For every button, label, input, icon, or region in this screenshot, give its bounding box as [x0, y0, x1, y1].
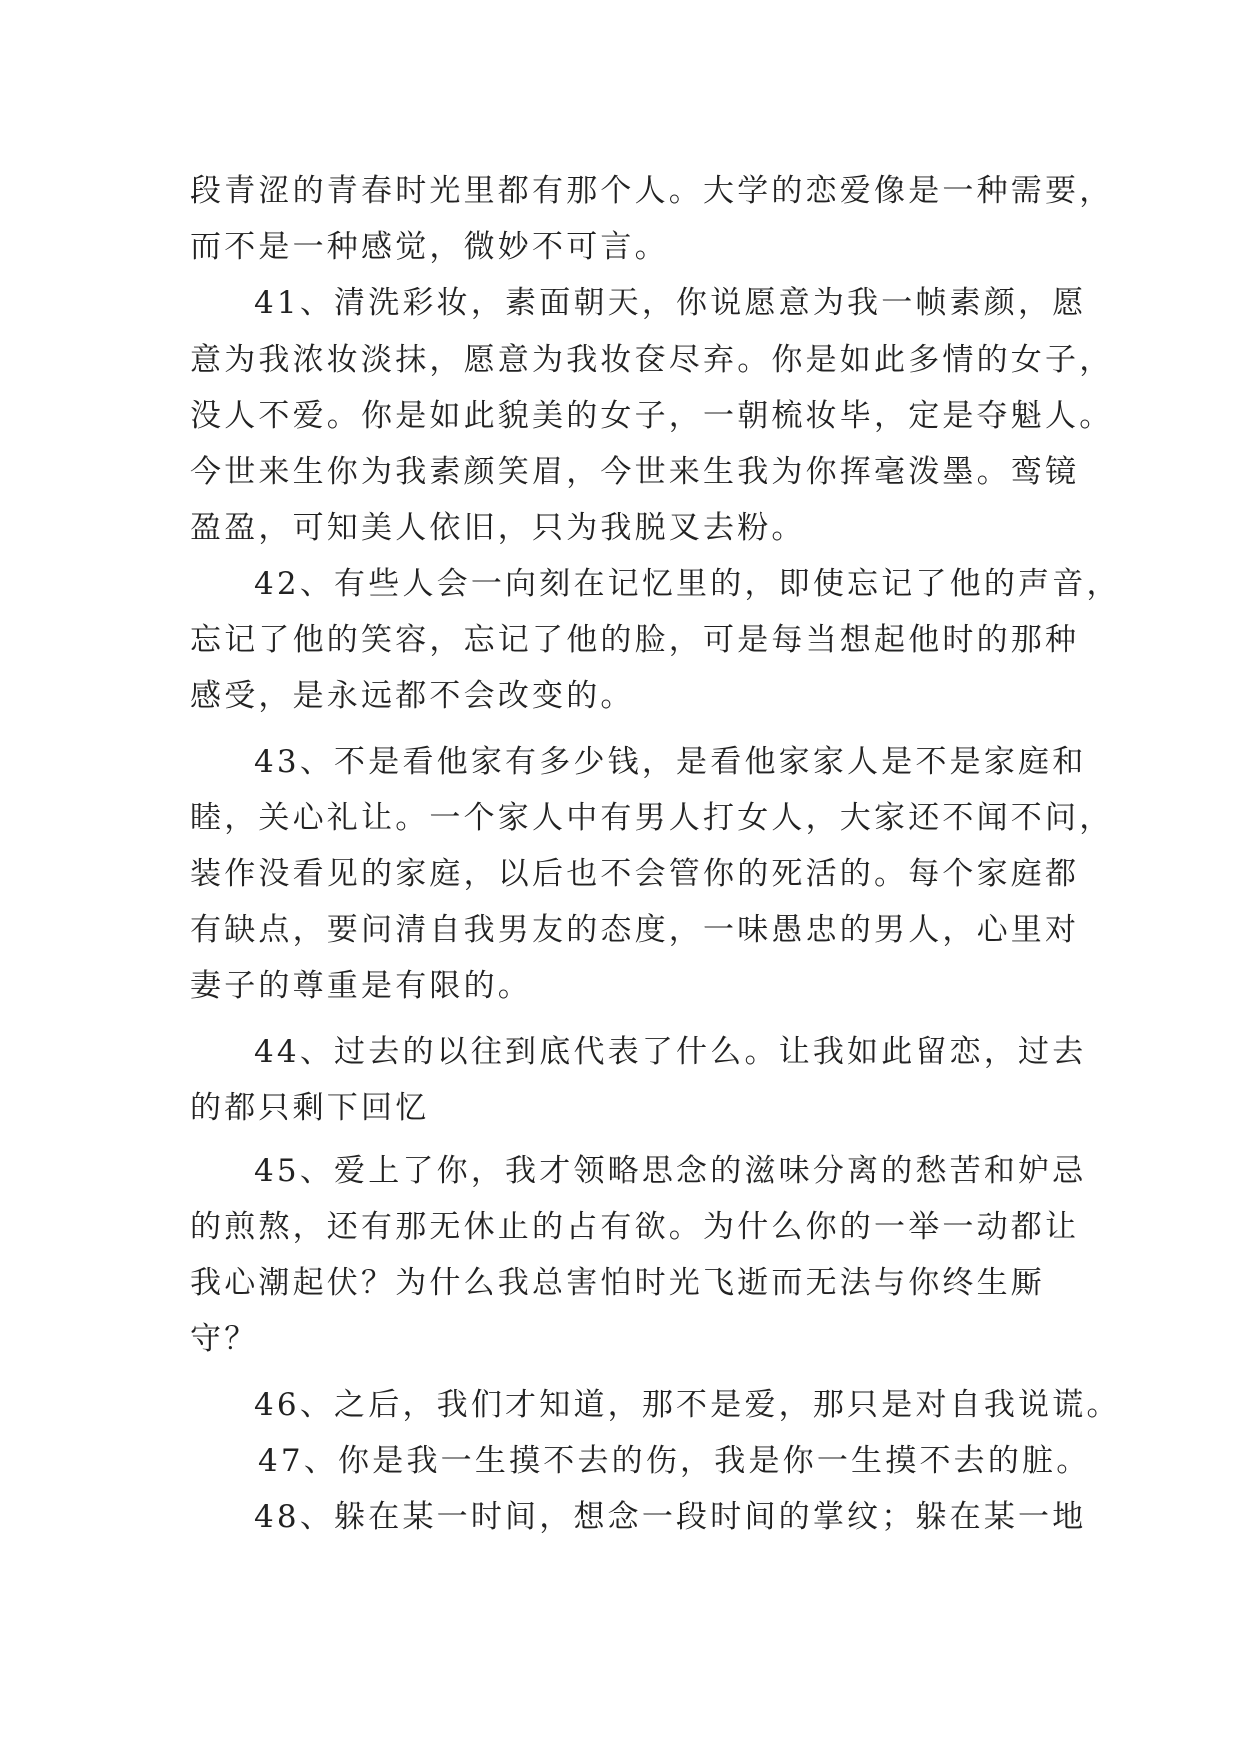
paragraph-44-start: 44、过去的以往到底代表了什么。让我如此留恋，过去 [254, 1034, 1087, 1070]
text-line: 盈盈，可知美人依旧，只为我脱叉去粉。 [190, 510, 806, 546]
text-line: 感受，是永远都不会改变的。 [190, 678, 635, 714]
text-line: 而不是一种感觉，微妙不可言。 [190, 229, 669, 265]
paragraph-46: 46、之后，我们才知道，那不是爱，那只是对自我说谎。 [254, 1387, 1121, 1423]
text-line: 我心潮起伏？为什么我总害怕时光飞逝而无法与你终生厮 [190, 1265, 1045, 1301]
text-line: 有缺点，要问清自我男友的态度，一味愚忠的男人，心里对 [190, 912, 1080, 948]
paragraph-41-start: 41、清洗彩妆，素面朝天，你说愿意为我一帧素颜，愿 [254, 285, 1087, 321]
text-line: 睦，关心礼让。一个家人中有男人打女人，大家还不闻不问， [190, 800, 1114, 836]
paragraph-42-start: 42、有些人会一向刻在记忆里的，即使忘记了他的声音， [254, 566, 1121, 602]
text-line: 装作没看见的家庭，以后也不会管你的死活的。每个家庭都 [190, 856, 1080, 892]
text-line: 的都只剩下回忆 [190, 1090, 430, 1126]
text-line: 妻子的尊重是有限的。 [190, 968, 532, 1004]
text-line: 的煎熬，还有那无休止的占有欲。为什么你的一举一动都让 [190, 1209, 1080, 1245]
text-line: 守？ [190, 1321, 259, 1357]
text-line: 没人不爱。你是如此貌美的女子，一朝梳妆毕，定是夺魁人。 [190, 398, 1114, 434]
paragraph-47: 47、你是我一生摸不去的伤，我是你一生摸不去的脏。 [258, 1443, 1091, 1479]
text-line: 今世来生你为我素颜笑眉，今世来生我为你挥毫泼墨。鸾镜 [190, 454, 1080, 490]
paragraph-43-start: 43、不是看他家有多少钱，是看他家家人是不是家庭和 [254, 744, 1087, 780]
paragraph-45-start: 45、爱上了你，我才领略思念的滋味分离的愁苦和妒忌 [254, 1153, 1087, 1189]
paragraph-48-start: 48、躲在某一时间，想念一段时间的掌纹；躲在某一地 [254, 1499, 1087, 1535]
text-line: 忘记了他的笑容，忘记了他的脸，可是每当想起他时的那种 [190, 622, 1080, 658]
text-line: 段青涩的青春时光里都有那个人。大学的恋爱像是一种需要， [190, 173, 1114, 209]
text-line: 意为我浓妆淡抹，愿意为我妆奁尽弃。你是如此多情的女子， [190, 342, 1114, 378]
